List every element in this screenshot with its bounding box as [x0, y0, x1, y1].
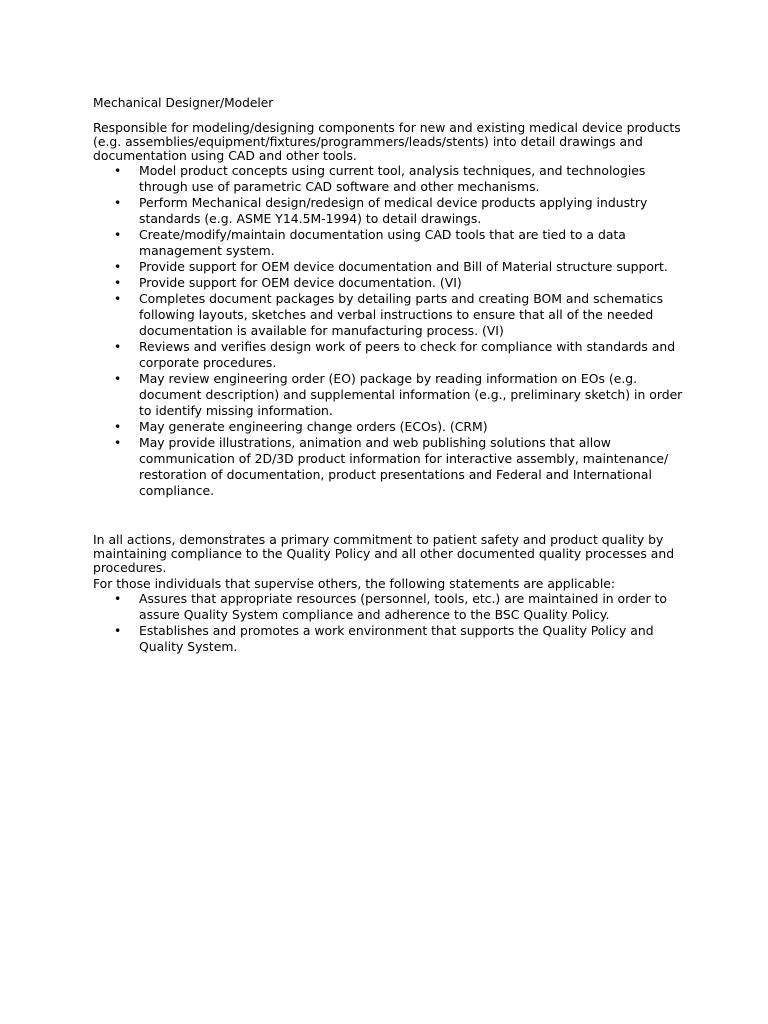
list-item — [93, 195, 693, 227]
list-item-text: Completes document packages by detailing parts and creating BOM and schematics following layouts, sketches and verbal instructions to ensure that all of the needed documentation is available for manufacturing process. (VI) — [139, 291, 664, 338]
intro-paragraph: Responsible for modeling/designing components for new and existing medical device products (e.g. assemblies/equipment/fixtures/programmers/leads/stents) into detail drawings and documentation using CAD and other tools. — [93, 120, 681, 163]
list-item — [93, 227, 693, 259]
supervisor-list — [93, 591, 693, 655]
list-item — [93, 291, 693, 339]
bullet-icon: • — [114, 371, 122, 386]
list-item — [93, 339, 693, 371]
bullet-icon: • — [114, 419, 122, 434]
list-item — [93, 623, 693, 655]
bullet-icon: • — [114, 275, 122, 290]
bullet-icon: • — [114, 195, 122, 210]
list-item-text: May provide illustrations, animation and web publishing solutions that allow communication of 2D/3D product information for interactive assembly, maintenance/ restoration of documentation, product presentations and Federal and International compliance. — [139, 435, 669, 498]
bullet-icon: • — [114, 259, 122, 274]
quality-statement: In all actions, demonstrates a primary commitment to patient safety and product quality by maintaining compliance to the Quality Policy and all other documented quality processes and procedures. — [93, 532, 675, 575]
list-item-text: Assures that appropriate resources (personnel, tools, etc.) are maintained in order to assure Quality System compliance and adherence to the BSC Quality Policy. — [139, 591, 667, 622]
list-item-text: Provide support for OEM device documentation. (VI) — [139, 275, 462, 290]
list-item — [93, 419, 693, 435]
bullet-icon: • — [114, 339, 122, 354]
list-item-text: May generate engineering change orders (ECOs). (CRM) — [139, 419, 488, 434]
supervisor-intro: For those individuals that supervise others, the following statements are applicable: — [93, 576, 616, 591]
list-item — [93, 259, 693, 275]
list-item-text: Provide support for OEM device documentation and Bill of Material structure support. — [139, 259, 668, 274]
list-item-text: Establishes and promotes a work environment that supports the Quality Policy and Quality System. — [139, 623, 654, 654]
bullet-icon: • — [114, 435, 122, 450]
list-item — [93, 371, 693, 419]
bullet-icon: • — [114, 227, 122, 242]
bullet-icon: • — [114, 623, 122, 638]
list-item-text: Reviews and verifies design work of peers to check for compliance with standards and corporate procedures. — [139, 339, 676, 370]
list-item — [93, 435, 693, 499]
list-item-text: Model product concepts using current tool, analysis techniques, and technologies through use of parametric CAD software and other mechanisms. — [139, 163, 646, 194]
list-item-text: Perform Mechanical design/redesign of medical device products applying industry standards (e.g. ASME Y14.5M-1994) to detail drawings. — [139, 195, 648, 226]
responsibilities-list — [93, 163, 693, 499]
list-item — [93, 275, 693, 291]
list-item — [93, 163, 693, 195]
document-title: Mechanical Designer/Modeler — [93, 96, 274, 110]
document-page — [93, 95, 693, 655]
list-item-text: Create/modify/maintain documentation using CAD tools that are tied to a data management system. — [139, 227, 626, 258]
list-item-text: May review engineering order (EO) package by reading information on EOs (e.g. document description) and supplemental information (e.g., preliminary sketch) in order to identify missing information. — [139, 371, 683, 418]
list-item — [93, 591, 693, 623]
bullet-icon: • — [114, 591, 122, 606]
bullet-icon: • — [114, 163, 122, 178]
bullet-icon: • — [114, 291, 122, 306]
